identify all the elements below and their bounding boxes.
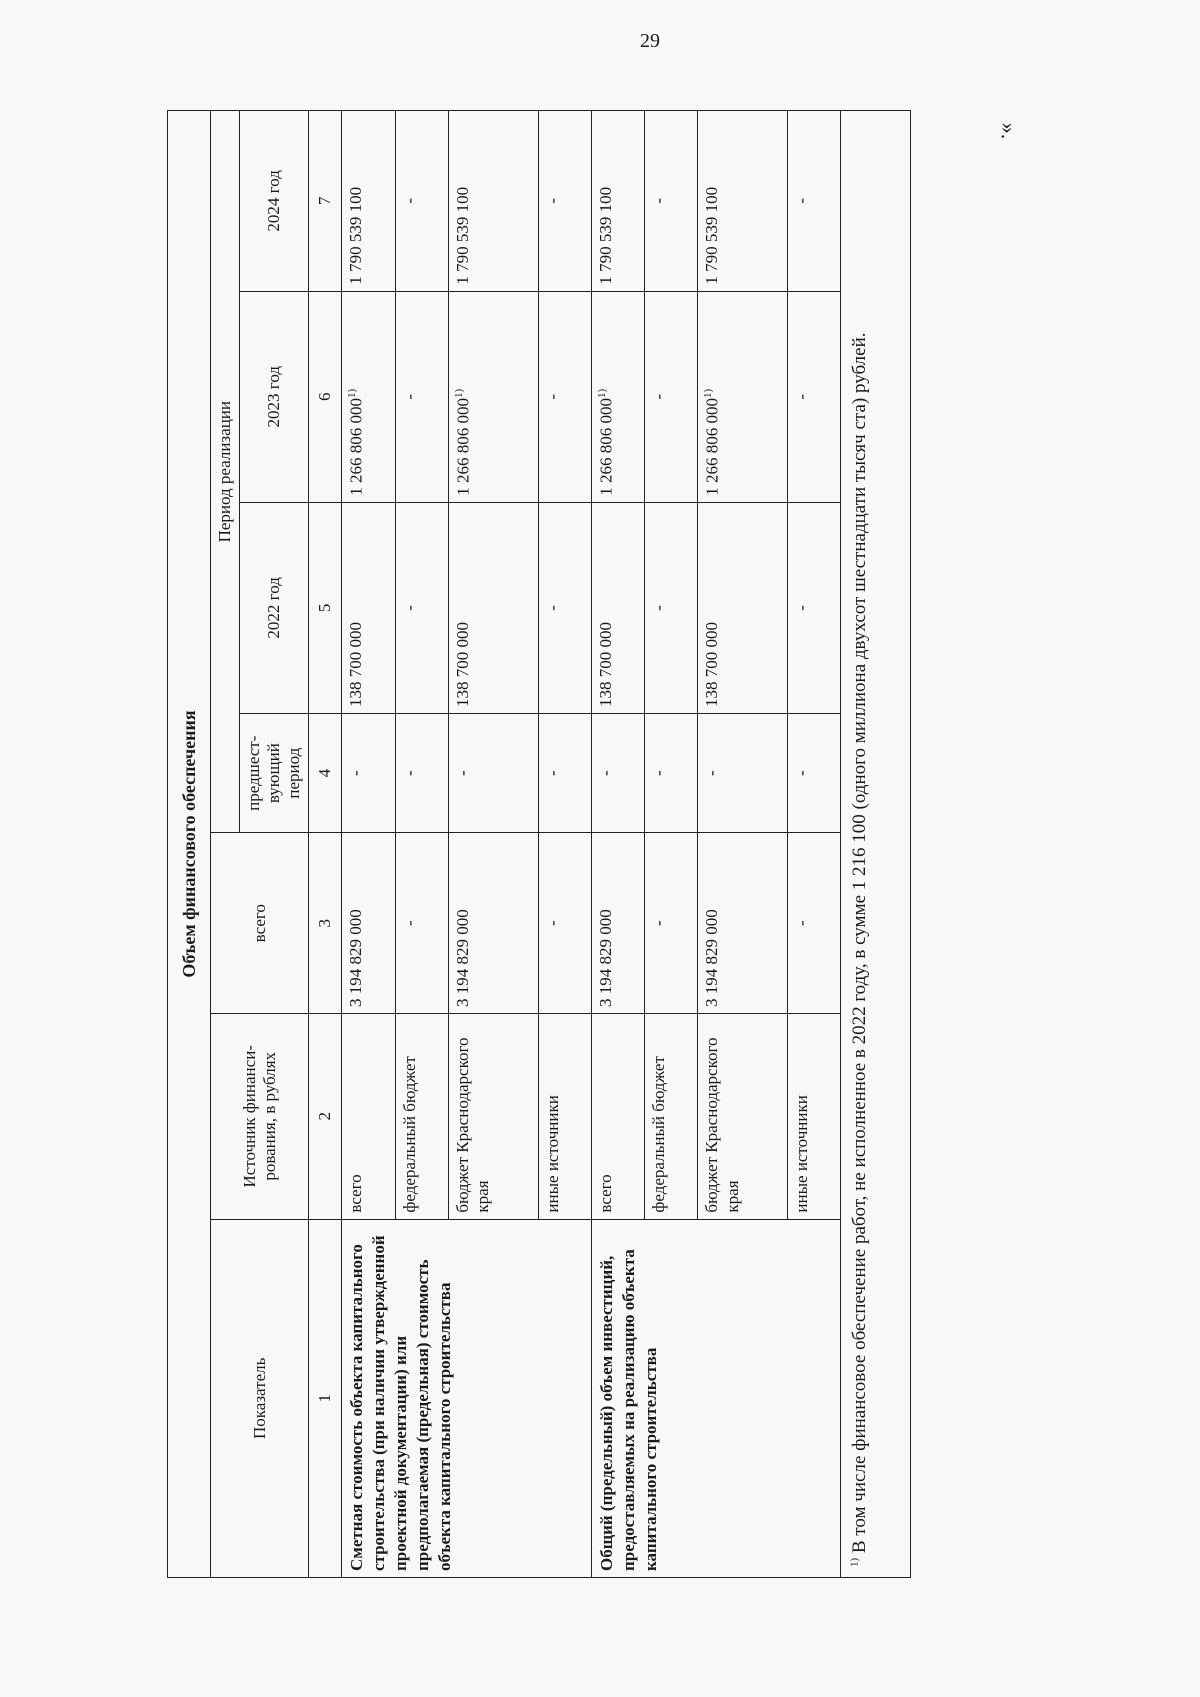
source-cell: всего [342,1014,396,1220]
value-2023-cell [342,291,396,502]
previous-cell: - [591,713,645,832]
column-number: 2 [309,1014,342,1220]
column-number: 3 [309,833,342,1014]
total-cell: - [645,833,698,1014]
column-number: 4 [309,713,342,832]
previous-cell: - [395,713,448,832]
previous-cell: - [538,713,591,832]
footnote-cell [841,111,911,1578]
value-2023-cell: - [538,291,591,502]
total-cell: 3 194 829 000 [591,833,645,1014]
header-2024: 2024 год [240,111,309,292]
value-2023-amount: 1 266 806 000 [346,398,366,496]
page-number: 29 [640,30,660,52]
footnote-ref: 1) [702,388,715,399]
indicator-cell: Сметная стоимость объекта капитального строительства (при наличии утвержденной проектной документации) или предполагаемая (предельная) стоимость объекта капитального строительства [342,1219,592,1577]
financing-table [167,110,911,1578]
closing-quote: ». [996,122,1022,140]
value-2022-cell: - [395,502,448,713]
source-cell: иные источники [538,1014,591,1220]
value-2023-amount: 1 266 806 000 [702,398,722,496]
total-cell: 3 194 829 000 [698,833,788,1014]
table-row [591,111,645,1578]
source-cell: иные источники [788,1014,841,1220]
footnote-mark: 1) [848,1557,861,1567]
table-body [342,111,911,1578]
total-cell: - [788,833,841,1014]
header-source: Источник финанси-рования, в рублях [211,1014,309,1220]
header-2022: 2022 год [240,502,309,713]
value-2022-cell: 138 700 000 [591,502,645,713]
value-2022-cell: 138 700 000 [448,502,538,713]
value-2024-cell: - [645,111,698,292]
footnote-text: В том числе финансовое обеспечение работ, не исполненное в 2022 году, в сумме 1 216 100 (одного миллиона двухсот шестнадцати тысяч ста) рублей. [849,332,871,1558]
previous-cell: - [448,713,538,832]
table-row [342,111,396,1578]
value-2022-cell: - [538,502,591,713]
column-number: 6 [309,291,342,502]
value-2024-cell: - [395,111,448,292]
previous-cell: - [788,713,841,832]
total-cell: - [395,833,448,1014]
column-number: 7 [309,111,342,292]
column-number-row [309,111,342,1578]
column-number: 1 [309,1219,342,1577]
source-cell: федеральный бюджет [645,1014,698,1220]
header-period-group: Период реализации [211,111,240,833]
source-cell: бюджет Краснодарского края [698,1014,788,1220]
header-total: всего [211,833,309,1014]
footnote-ref: 1) [452,388,465,399]
value-2024-cell: 1 790 539 100 [698,111,788,292]
value-2024-cell: 1 790 539 100 [448,111,538,292]
value-2022-cell: - [788,502,841,713]
value-2023-amount: 1 266 806 000 [596,398,616,496]
value-2024-cell: - [538,111,591,292]
total-cell: 3 194 829 000 [448,833,538,1014]
value-2023-cell: - [645,291,698,502]
column-number: 5 [309,502,342,713]
indicator-cell: Общий (предельный) объем инвестиций, предоставляемых на реализацию объекта капитального строительства [591,1219,841,1577]
value-2024-cell: 1 790 539 100 [591,111,645,292]
previous-cell: - [645,713,698,832]
value-2023-amount: 1 266 806 000 [453,398,473,496]
value-2023-cell: - [788,291,841,502]
footnote-row [841,111,911,1578]
source-cell: федеральный бюджет [395,1014,448,1220]
table-title: Объем финансового обеспечения [168,111,211,1578]
footnote-ref: 1) [346,388,358,399]
header-previous: предшест-вующий период [240,713,309,832]
value-2023-cell [591,291,645,502]
value-2023-cell [698,291,788,502]
previous-cell: - [698,713,788,832]
source-cell: бюджет Краснодарского края [448,1014,538,1220]
total-cell: 3 194 829 000 [342,833,396,1014]
value-2023-cell: - [395,291,448,502]
value-2022-cell: 138 700 000 [342,502,396,713]
header-indicator: Показатель [211,1219,309,1577]
value-2022-cell: 138 700 000 [698,502,788,713]
rotated-table-area [167,110,911,1578]
value-2023-cell [448,291,538,502]
value-2024-cell: - [788,111,841,292]
value-2022-cell: - [645,502,698,713]
previous-cell: - [342,713,396,832]
value-2024-cell: 1 790 539 100 [342,111,396,292]
footnote-ref: 1) [595,388,608,399]
total-cell: - [538,833,591,1014]
source-cell: всего [591,1014,645,1220]
header-2023: 2023 год [240,291,309,502]
rotated-table-content [167,110,911,1578]
